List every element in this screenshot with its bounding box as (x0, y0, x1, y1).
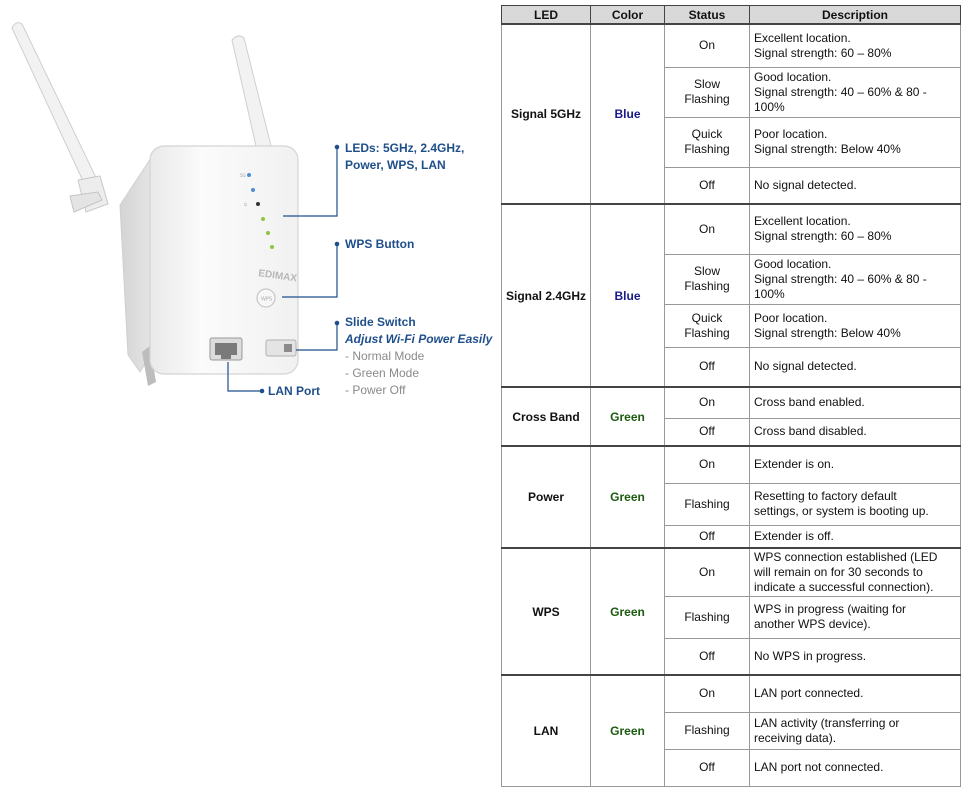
header-status: Status (665, 6, 750, 25)
status-cell: Slow Flashing (665, 67, 750, 117)
led-color-cell: Green (591, 387, 665, 446)
callout-mode-off: - Power Off (345, 383, 406, 397)
led-name-cell: Power (502, 446, 591, 548)
table-row (502, 446, 961, 483)
description-cell: Extender is off. (750, 525, 961, 548)
led-name-cell: LAN (502, 675, 591, 786)
description-cell: Cross band enabled. (750, 387, 961, 418)
led-name-cell: Cross Band (502, 387, 591, 446)
led-color-cell: Blue (591, 24, 665, 204)
table-row (502, 24, 961, 67)
svg-text:⏻: ⏻ (244, 202, 248, 207)
status-cell: On (665, 548, 750, 596)
callout-leds: LEDs: 5GHz, 2.4GHz, Power, WPS, LAN (345, 141, 465, 172)
device-illustration (0, 0, 500, 420)
led-color-cell: Green (591, 446, 665, 548)
svg-text:5G: 5G (240, 173, 246, 178)
brand-logo: EDIMAX (257, 268, 298, 285)
table-row (502, 675, 961, 712)
description-cell: No WPS in progress. (750, 638, 961, 675)
status-cell: On (665, 204, 750, 254)
status-cell: On (665, 675, 750, 712)
table-row (502, 204, 961, 254)
status-cell: On (665, 387, 750, 418)
led-color-cell: Green (591, 675, 665, 786)
status-cell: Quick Flashing (665, 304, 750, 347)
header-color: Color (591, 6, 665, 25)
led-status-table (501, 5, 961, 787)
led-name-cell: WPS (502, 548, 591, 675)
description-cell: Poor location. Signal strength: Below 40% (750, 304, 961, 347)
description-cell: Excellent location. Signal strength: 60 – 80% (750, 204, 961, 254)
status-cell: Off (665, 749, 750, 786)
status-cell: On (665, 446, 750, 483)
description-cell: LAN port connected. (750, 675, 961, 712)
svg-text:WPS: WPS (261, 296, 273, 303)
callout-slide-switch: Slide Switch (345, 315, 416, 329)
callout-mode-normal: - Normal Mode (345, 349, 425, 363)
led-color-cell: Green (591, 548, 665, 675)
description-cell: Good location. Signal strength: 40 – 60% & 80 - 100% (750, 67, 961, 117)
led-color-cell: Blue (591, 204, 665, 387)
status-cell: Off (665, 525, 750, 548)
status-cell: Flashing (665, 483, 750, 525)
header-led: LED (502, 6, 591, 25)
description-cell: Good location. Signal strength: 40 – 60% & 80 - 100% (750, 254, 961, 304)
description-cell: Extender is on. (750, 446, 961, 483)
status-cell: Flashing (665, 596, 750, 638)
table-row (502, 548, 961, 596)
description-cell: LAN activity (transferring or receiving data). (750, 712, 961, 749)
header-description: Description (750, 6, 961, 25)
description-cell: Excellent location. Signal strength: 60 – 80% (750, 24, 961, 67)
description-cell: No signal detected. (750, 167, 961, 204)
status-cell: Flashing (665, 712, 750, 749)
table-header-row (502, 6, 961, 25)
description-cell: Resetting to factory default settings, or system is booting up. (750, 483, 961, 525)
left-antenna (12, 23, 108, 212)
status-cell: Off (665, 418, 750, 446)
description-cell: WPS in progress (waiting for another WPS device). (750, 596, 961, 638)
table-row (502, 387, 961, 418)
status-cell: On (665, 24, 750, 67)
callout-mode-green: - Green Mode (345, 366, 420, 380)
led-name-cell: Signal 5GHz (502, 24, 591, 204)
led-name-cell: Signal 2.4GHz (502, 204, 591, 387)
status-cell: Off (665, 167, 750, 204)
callout-slide-switch-subtitle: Adjust Wi-Fi Power Easily (345, 332, 493, 346)
description-cell: No signal detected. (750, 347, 961, 387)
status-cell: Slow Flashing (665, 254, 750, 304)
description-cell: LAN port not connected. (750, 749, 961, 786)
status-cell: Off (665, 347, 750, 387)
callout-lan-port: LAN Port (268, 384, 320, 398)
callout-wps-button: WPS Button (345, 237, 415, 251)
description-cell: Poor location. Signal strength: Below 40% (750, 117, 961, 167)
status-cell: Quick Flashing (665, 117, 750, 167)
status-cell: Off (665, 638, 750, 675)
description-cell: Cross band disabled. (750, 418, 961, 446)
description-cell: WPS connection established (LED will remain on for 30 seconds to indicate a successful connection). (750, 548, 961, 596)
